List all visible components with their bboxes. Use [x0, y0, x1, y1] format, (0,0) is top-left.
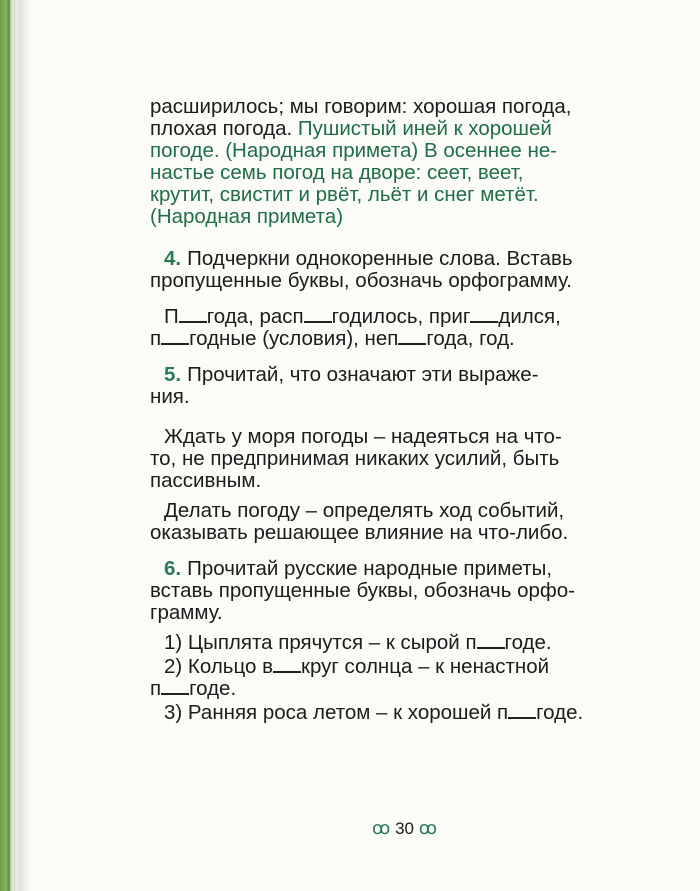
exercise-6-item-line	[150, 632, 700, 654]
exercise-6-item-line	[150, 678, 700, 700]
word-part: года, расп	[206, 305, 304, 328]
item-part: годе.	[504, 631, 552, 654]
blank-line	[179, 307, 207, 323]
exercise-4-word-line	[150, 306, 700, 328]
expression-line: пассивным.	[150, 469, 262, 492]
page-number: 30	[395, 819, 414, 838]
ornament-right-icon: ꝏ	[418, 818, 438, 838]
item-part: годе.	[189, 677, 237, 700]
intro-text: Пушистый иней к хорошей	[297, 117, 552, 140]
exercise-6-item-line	[150, 702, 700, 724]
blank-line	[508, 703, 536, 719]
page-edge-stack	[0, 0, 30, 891]
intro-text: настье семь погод на дворе: сеет, веет,	[150, 161, 524, 184]
word-part: годилось, приг	[331, 305, 471, 328]
intro-line	[150, 184, 700, 206]
expression	[150, 426, 700, 492]
intro-text: плохая погода.	[150, 117, 298, 140]
item-part: 3) Ранняя роса летом – к хорошей п	[164, 701, 509, 724]
exercise-6-task-line-3: грамму.	[150, 601, 223, 624]
exercise-4-words	[150, 306, 700, 350]
exercise-6-number: 6.	[164, 557, 182, 580]
word-part: годные (условия), неп	[189, 327, 399, 350]
word-part: года, год.	[426, 327, 515, 350]
intro-text: погоде. (Народная примета) В осеннее не-	[150, 139, 558, 162]
expression	[150, 500, 700, 544]
blank-line	[304, 307, 332, 323]
intro-line	[150, 162, 700, 184]
blank-line	[470, 307, 498, 323]
exercise-4-number: 4.	[164, 247, 182, 270]
blank-line	[477, 633, 505, 649]
word-part: п	[150, 327, 162, 350]
exercise-4-word-line	[150, 328, 700, 350]
blank-line	[161, 329, 189, 345]
intro-line	[150, 96, 700, 118]
item-part: круг солнца – к ненастной	[300, 655, 550, 678]
blank-line	[273, 657, 301, 673]
expression-line: то, не предпринимая никаких усилий, быть	[150, 447, 560, 470]
item-part: 2) Кольцо в	[164, 655, 273, 678]
expression-line: Ждать у моря погоды – надеяться на что-	[164, 425, 562, 448]
exercise-5-expressions	[150, 426, 700, 544]
intro-text: крутит, свистит и рвёт, льёт и снег метёт.	[150, 183, 539, 206]
blank-line	[398, 329, 426, 345]
exercise-6-items	[150, 632, 700, 724]
exercise-5-task-line-1: 5. Прочитай, что означают эти выраже-	[164, 363, 539, 386]
intro-line	[150, 140, 700, 162]
exercise-4-task-line-2: пропущенные буквы, обозначь орфограмму.	[150, 269, 572, 292]
intro-line	[150, 118, 700, 140]
word-part: П	[164, 305, 179, 328]
exercise-5-task-line-2: ния.	[150, 385, 190, 408]
exercise-6-item-line	[150, 656, 700, 678]
exercise-6-task-line-1: 6. Прочитай русские народные приметы,	[164, 557, 553, 580]
ornament-left-icon: ꝏ	[372, 818, 391, 838]
expression-line: оказывать решающее влияние на что-либо.	[150, 521, 569, 544]
intro-line	[150, 206, 700, 228]
word-part: дился,	[498, 305, 561, 328]
exercise-4-task-line-1: 4. Подчеркни однокоренные слова. Вставь	[164, 247, 573, 270]
item-part: 1) Цыплята прячутся – к сырой п	[164, 631, 477, 654]
intro-text: (Народная примета)	[150, 205, 344, 228]
exercise-6-task-line-2: вставь пропущенные буквы, обозначь орфо-	[150, 579, 575, 602]
item-part: годе.	[536, 701, 584, 724]
exercise-6	[150, 558, 700, 724]
exercise-5-number: 5.	[164, 363, 182, 386]
page-content	[150, 96, 700, 724]
expression-line: Делать погоду – определять ход событий,	[164, 499, 565, 522]
item-part: п	[150, 677, 162, 700]
intro-paragraph	[150, 96, 700, 228]
blank-line	[161, 679, 189, 695]
intro-text: расширилось; мы говорим: хорошая погода,	[150, 95, 572, 118]
exercise-5	[150, 364, 700, 544]
exercise-4	[150, 248, 700, 350]
page-footer	[372, 818, 437, 839]
